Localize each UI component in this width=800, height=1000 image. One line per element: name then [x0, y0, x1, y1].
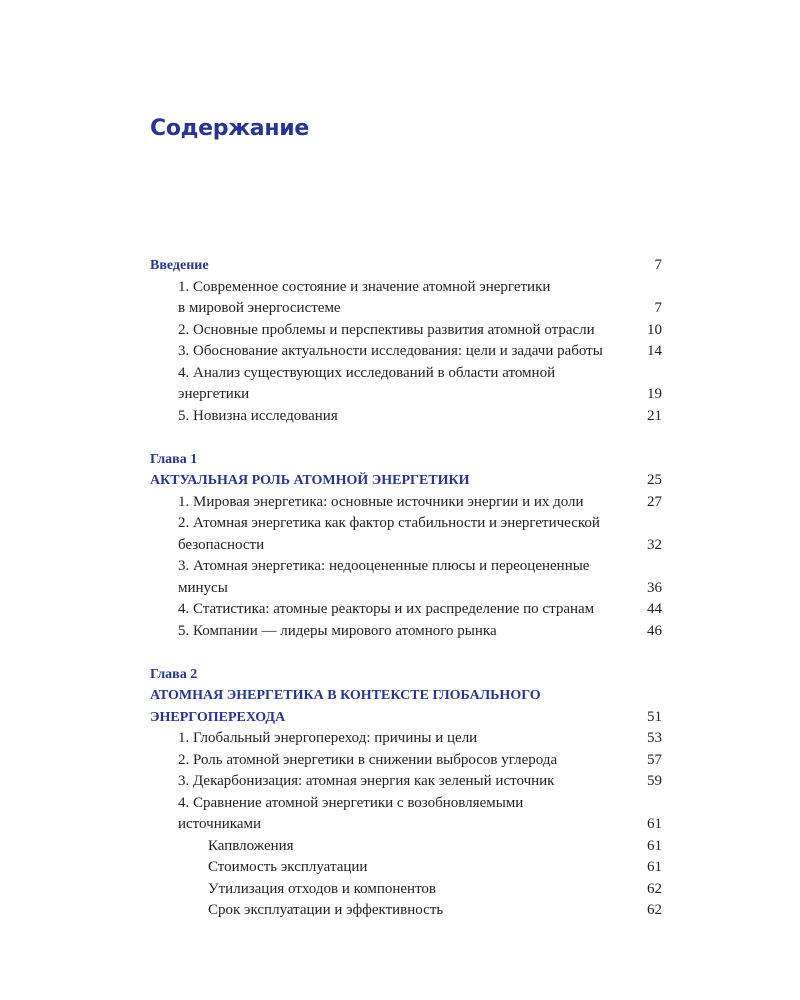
toc-item[interactable]	[150, 406, 662, 428]
toc-subitem-text: Капвложения	[208, 837, 294, 854]
toc-item-text: энергетики	[178, 386, 250, 402]
toc-item-text: 3. Атомная энергетика: недооцененные плюсы и переоцененные	[178, 558, 590, 574]
chapter-title: АКТУАЛЬНАЯ РОЛЬ АТОМНОЙ ЭНЕРГЕТИКИ	[150, 473, 470, 488]
toc-item-text: 3. Декарбонизация: атомная энергия как зеленый источник	[178, 773, 555, 789]
chapter-label: Глава 1	[150, 451, 198, 467]
toc-subitem[interactable]	[150, 900, 662, 922]
toc-item-text: 2. Атомная энергетика как фактор стабильности и энергетической	[178, 515, 600, 531]
toc-item[interactable]	[150, 621, 662, 643]
toc-item[interactable]	[150, 793, 662, 836]
section-gap	[150, 642, 662, 664]
toc-item[interactable]	[150, 363, 662, 406]
page-number: 27	[647, 493, 662, 510]
toc-subitem[interactable]	[150, 879, 662, 901]
toc-item[interactable]	[150, 320, 662, 342]
toc-item[interactable]	[150, 341, 662, 363]
toc-item[interactable]	[150, 728, 662, 750]
page-number: 61	[647, 837, 662, 854]
page-number: 10	[647, 321, 662, 338]
section-label: Введение	[150, 258, 209, 273]
page-title: Содержание	[150, 116, 309, 141]
page-number: 19	[647, 386, 662, 402]
toc-item-text: 4. Анализ существующих исследований в области атомной	[178, 364, 556, 381]
toc-item-text: 2. Основные проблемы и перспективы развития атомной отрасли	[178, 321, 595, 338]
toc-item-text: 2. Роль атомной энергетики в снижении выбросов углерода	[178, 751, 558, 768]
page-number: 51	[647, 708, 662, 725]
page-number: 7	[654, 257, 662, 273]
toc-item[interactable]	[150, 492, 662, 514]
page-number: 61	[647, 816, 662, 832]
page-number: 21	[647, 407, 662, 424]
page-number: 32	[647, 536, 662, 553]
toc-item-text: 5. Компании — лидеры мирового атомного рынка	[178, 622, 497, 639]
page-number: 62	[647, 902, 662, 918]
toc-item[interactable]	[150, 513, 662, 556]
page-number: 53	[647, 730, 662, 746]
chapter-title: АТОМНАЯ ЭНЕРГЕТИКА В КОНТЕКСТЕ ГЛОБАЛЬНОГО	[150, 688, 541, 703]
toc-item[interactable]	[150, 750, 662, 772]
page-number: 44	[647, 601, 662, 617]
chapter-label: Глава 2	[150, 666, 198, 682]
toc-item-text: источниками	[178, 816, 261, 832]
page-number: 25	[647, 472, 662, 488]
toc-item-text: в мировой энергосистеме	[178, 300, 341, 316]
toc-item-text: 4. Статистика: атомные реакторы и их распределение по странам	[178, 601, 595, 617]
toc-chapter-label	[150, 664, 662, 686]
page-number: 7	[654, 300, 662, 316]
toc-subitem-text: Утилизация отходов и компонентов	[208, 880, 437, 897]
toc-item-text: 4. Сравнение атомной энергетики с возобновляемыми	[178, 794, 524, 811]
toc-chapter-label	[150, 449, 662, 471]
table-of-contents	[150, 255, 662, 922]
toc-item-text: 1. Мировая энергетика: основные источники энергии и их доли	[178, 493, 584, 510]
toc-section-intro[interactable]	[150, 255, 662, 277]
toc-subitem[interactable]	[150, 857, 662, 879]
toc-item[interactable]	[150, 599, 662, 621]
toc-item-text: безопасности	[178, 536, 265, 553]
toc-item-text: 5. Новизна исследования	[178, 407, 338, 424]
toc-item-text: 1. Современное состояние и значение атомной энергетики	[178, 278, 551, 295]
toc-item-text: 1. Глобальный энергопереход: причины и цели	[178, 730, 478, 746]
toc-chapter-1-title[interactable]	[150, 470, 662, 492]
chapter-title: ЭНЕРГОПЕРЕХОДА	[150, 709, 286, 725]
toc-item-text: 3. Обоснование актуальности исследования: цели и задачи работы	[178, 343, 603, 359]
toc-subitem[interactable]	[150, 836, 662, 858]
toc-item[interactable]	[150, 277, 662, 320]
page-number: 57	[647, 751, 662, 768]
toc-subitem-text: Стоимость эксплуатации	[208, 859, 368, 875]
toc-subitem-text: Срок эксплуатации и эффективность	[208, 902, 444, 918]
toc-item[interactable]	[150, 771, 662, 793]
page-number: 14	[647, 343, 662, 359]
page-number: 46	[647, 622, 662, 639]
page-number: 61	[647, 859, 662, 875]
toc-chapter-2-title[interactable]	[150, 685, 662, 728]
page-number: 36	[647, 579, 662, 596]
toc-item-text: минусы	[178, 579, 228, 596]
section-gap	[150, 427, 662, 449]
page-number: 62	[647, 880, 662, 897]
page-number: 59	[647, 773, 662, 789]
toc-item[interactable]	[150, 556, 662, 599]
